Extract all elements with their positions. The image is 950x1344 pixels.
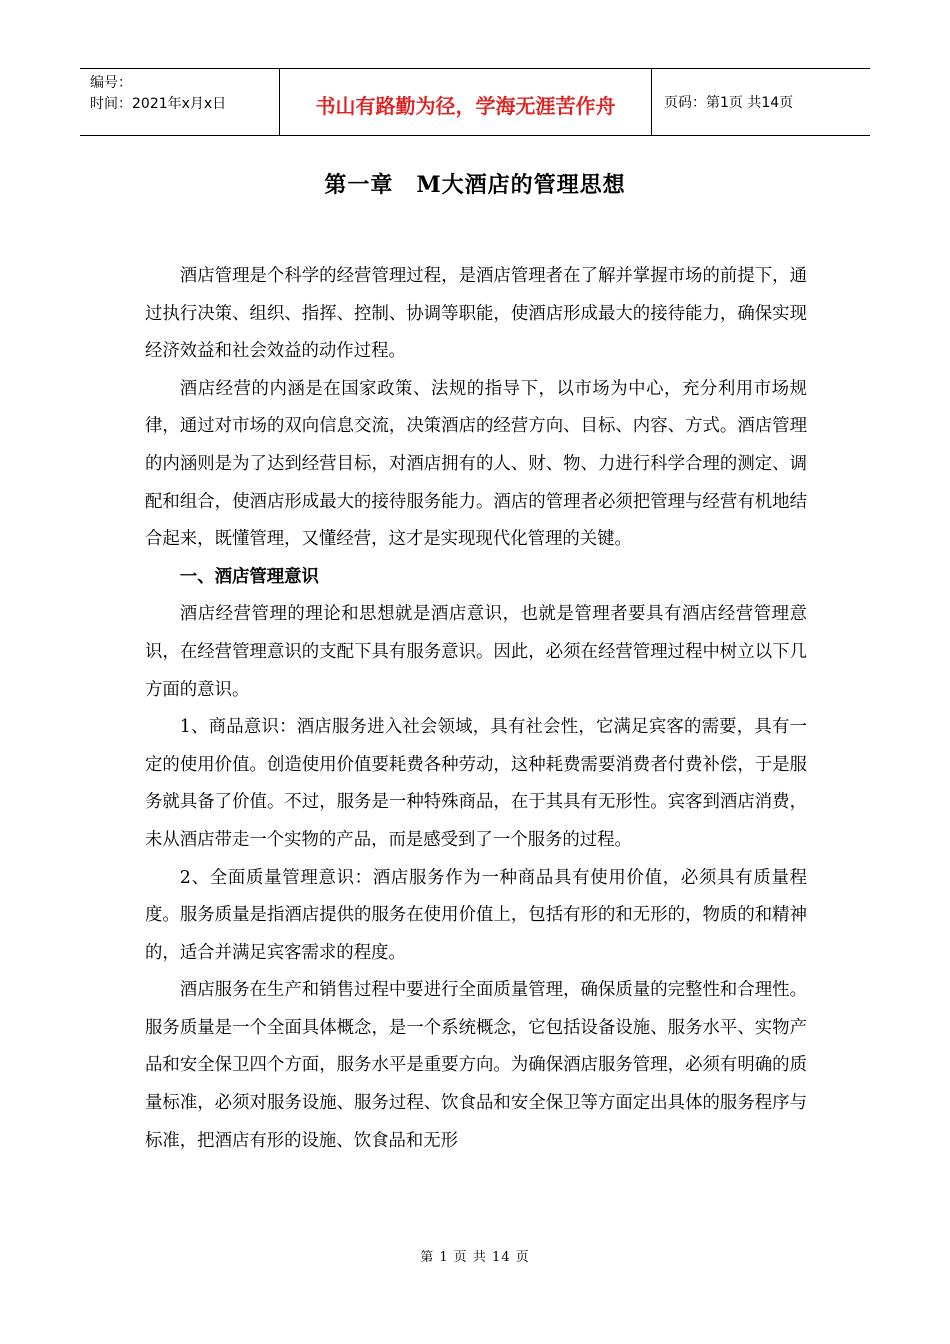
paragraph: 酒店服务在生产和销售过程中要进行全面质量管理，确保质量的完整性和合理性。服务质量是一个全面具体概念，是一个系统概念，它包括设备设施、服务水平、实物产品和安全保卫四个方面，服务水平是重要方向。为确保酒店服务管理，必须有明确的质量标准，必须对服务设施、服务过程、饮食品和安全保卫等方面定出具体的服务程序与标准，把酒店有形的设施、饮食品和无形 <box>145 980 807 1151</box>
section-heading: 一、酒店管理意识 <box>179 566 319 587</box>
page-title: 第一章 M大酒店的管理思想 <box>324 172 626 198</box>
header-page-cell <box>652 69 870 135</box>
paragraph: 酒店经营的内涵是在国家政策、法规的指导下，以市场为中心，充分利用市场规律，通过对市场的双向信息交流，决策酒店的经营方向、目标、内容、方式。酒店管理的内涵则是为了达到经营目标，对酒店拥有的人、财、物、力进行科学合理的测定、调配和组合，使酒店形成最大的接待服务能力。酒店的管理者必须把管理与经营有机地结合起来，既懂管理，又懂经营，这才是实现现代化管理的关键。 <box>145 378 807 550</box>
document-body <box>145 258 807 1160</box>
paragraph: 酒店经营管理的理论和思想就是酒店意识，也就是管理者要具有酒店经营管理意识，在经营管理意识的支配下具有服务意识。因此，必须在经营管理过程中树立以下几方面的意识。 <box>145 604 807 700</box>
header-table <box>80 68 870 136</box>
header-motto-cell <box>280 69 652 135</box>
paragraph: 2、全面质量管理意识：酒店服务作为一种商品具有使用价值，必须具有质量程度。服务质量是指酒店提供的服务在使用价值上，包括有形的和无形的，物质的和精神的，适合并满足宾客需求的程度。 <box>145 867 807 963</box>
time-label: 时间：2021年x月x日 <box>90 96 227 112</box>
paragraph: 酒店管理是个科学的经营管理过程，是酒店管理者在了解并掌握市场的前提下，通过执行决策、组织、指挥、控制、协调等职能，使酒店形成最大的接待能力，确保实现经济效益和社会效益的动作过程。 <box>145 266 807 362</box>
number-label: 编号： <box>90 75 132 91</box>
page-footer: 第 1 页 共 14 页 <box>420 1250 530 1265</box>
motto-text: 书山有路勤为径，学海无涯苦作舟 <box>315 93 616 118</box>
page-info: 页码：第1页 共14页 <box>664 95 794 111</box>
header-meta-cell <box>80 69 280 135</box>
paragraph: 1、商品意识：酒店服务进入社会领域，具有社会性，它满足宾客的需要，具有一定的使用价值。创造使用价值要耗费各种劳动，这种耗费需要消费者付费补偿，于是服务就具备了价值。不过，服务是一种特殊商品，在于其具有无形性。宾客到酒店消费，未从酒店带走一个实物的产品，而是感受到了一个服务的过程。 <box>145 717 807 850</box>
